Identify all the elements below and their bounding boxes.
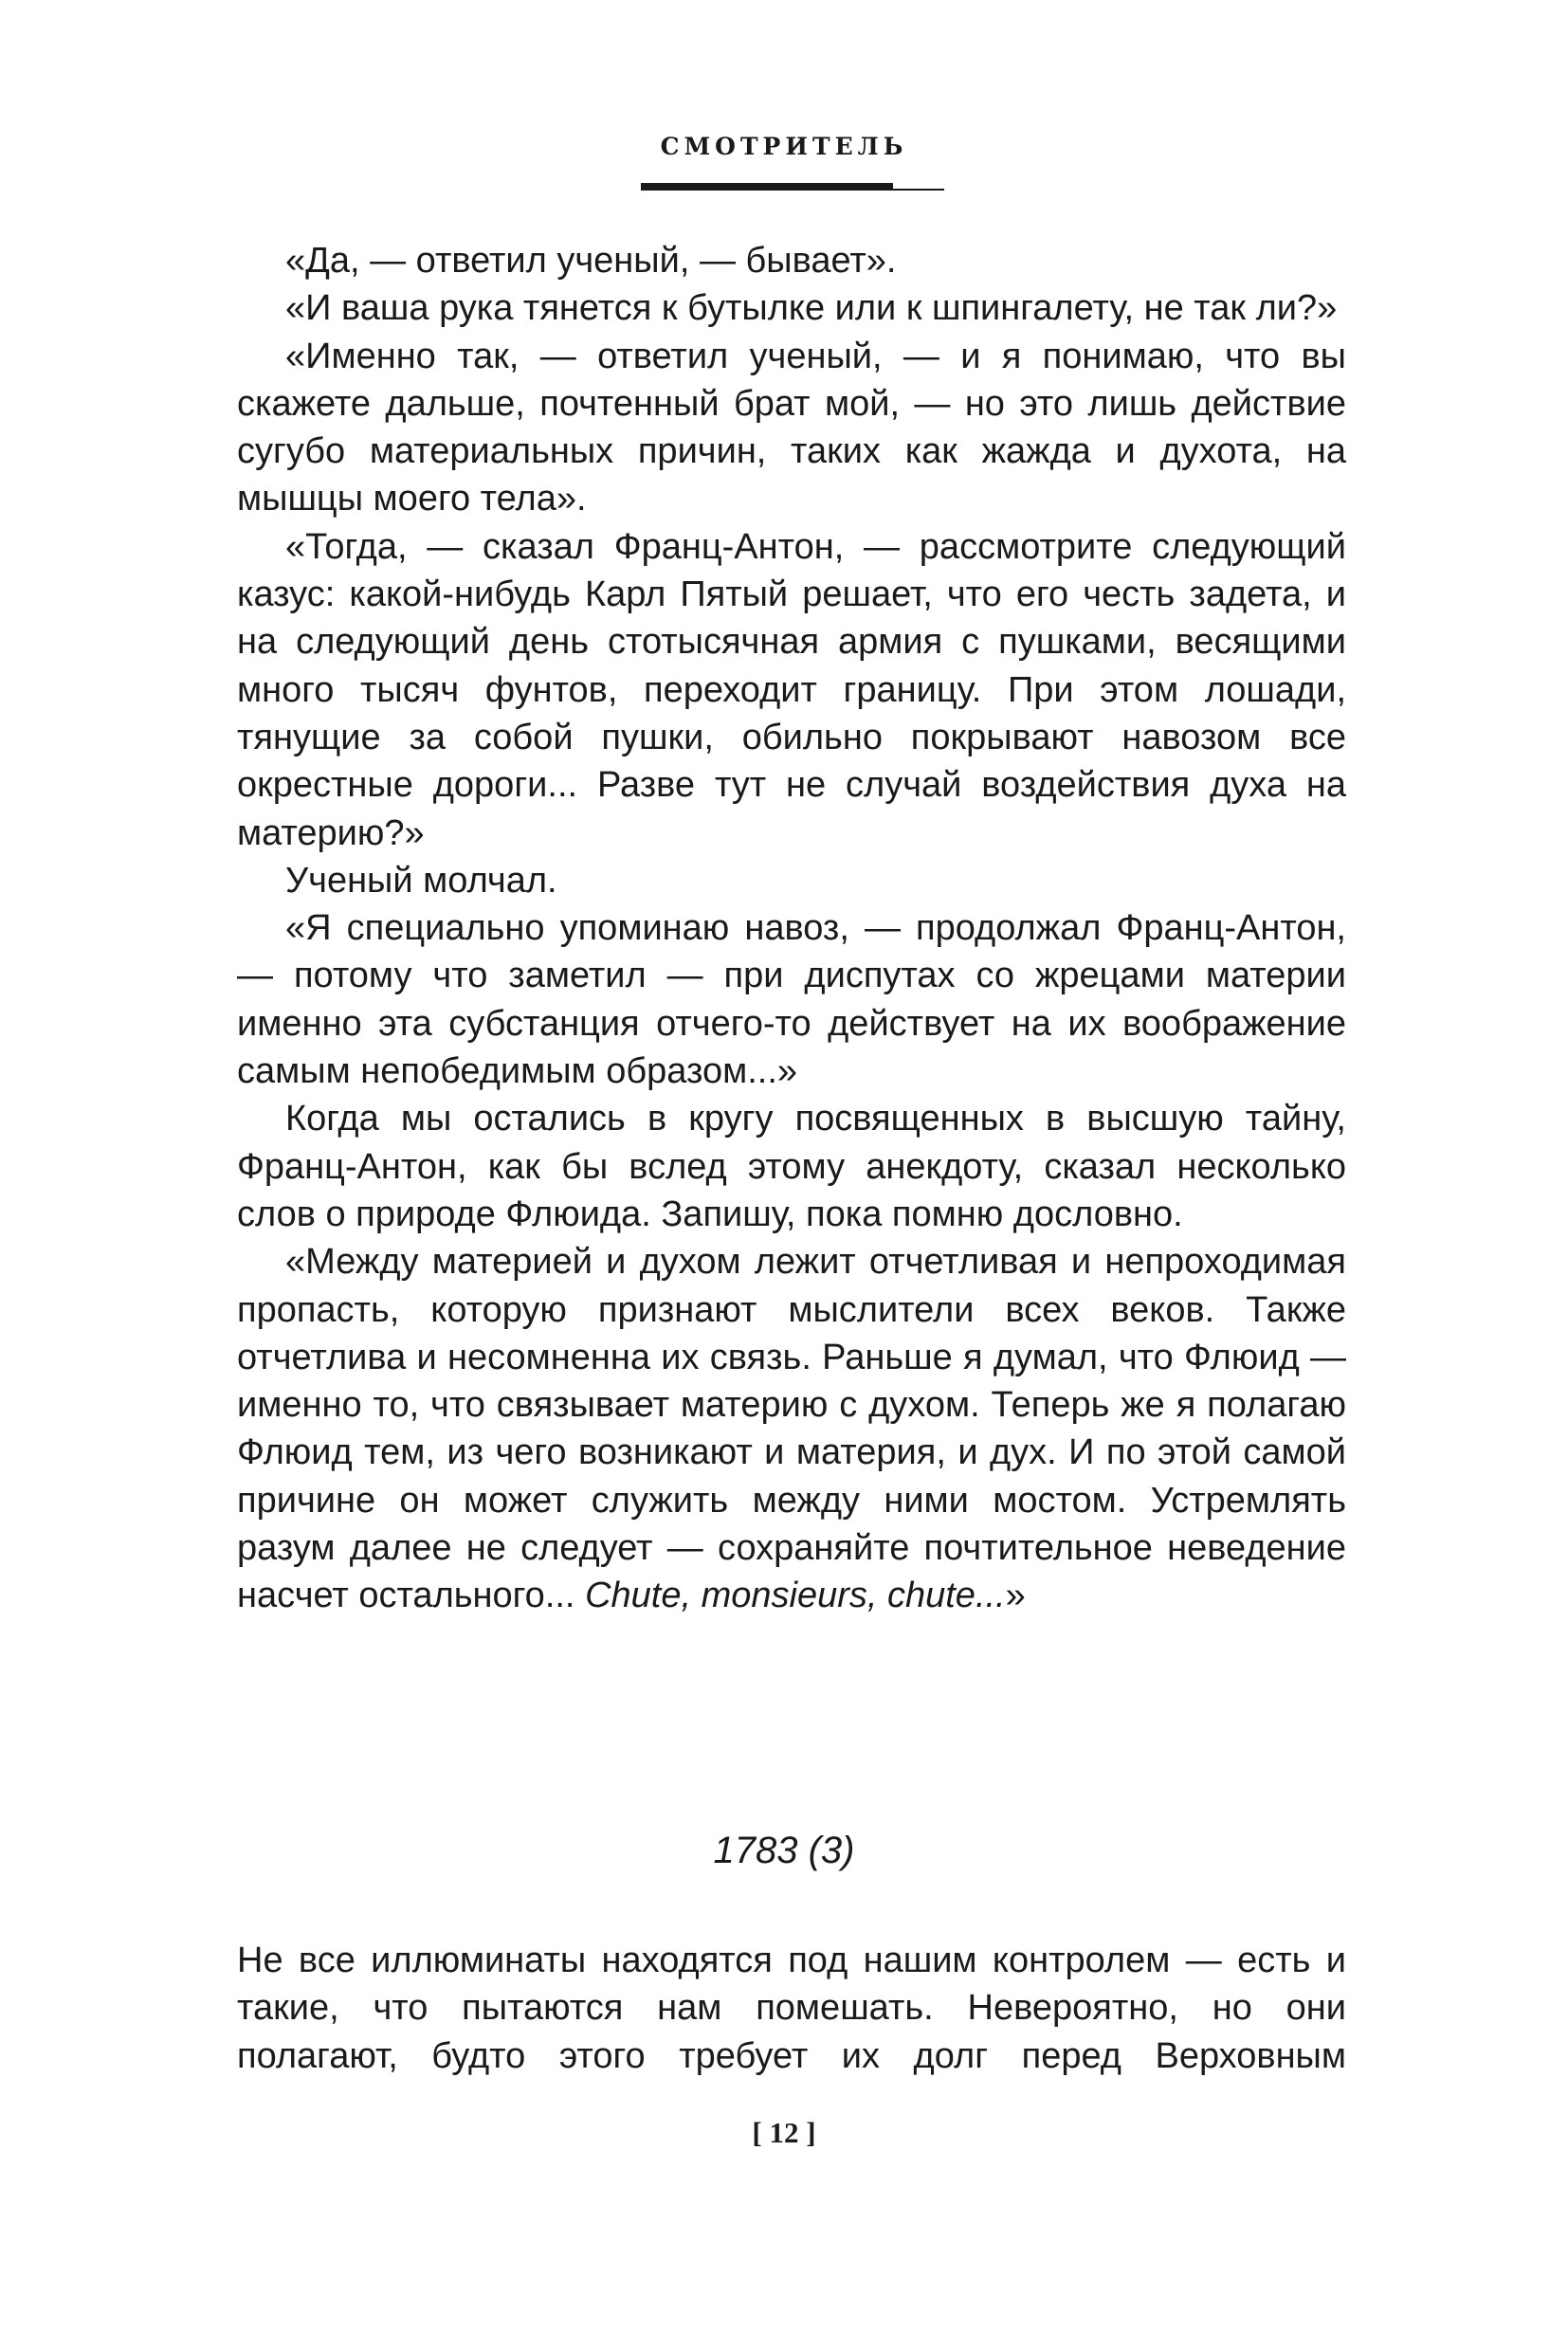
paragraph-text: «Между материей и духом лежит отчетливая и непроходимая пропасть, которую признают мыслители всех веков. Также отчетлива и несомненна их связь. Раньше я думал, что Флюид — именно то, что связывает материю с духом. Теперь же я полагаю Флюид тем, из чего возникают и материя, и дух. И по этой самой причине он может служить между ними мостом. Устремлять разум далее не следует — сохраняйте почтительное неведение насчет остального... bbox=[237, 1242, 1346, 1616]
running-head: СМОТРИТЕЛЬ bbox=[660, 133, 908, 160]
main-text bbox=[237, 237, 1346, 1620]
running-head-rule-thin bbox=[641, 189, 944, 191]
paragraph: Не все иллюминаты находятся под нашим контролем — есть и такие, что пытаются нам помешать. Невероятно, но они полагают, будто этого требует их долг перед Верховным bbox=[237, 1941, 1346, 2076]
closing-quote: » bbox=[1005, 1576, 1026, 1616]
section-text bbox=[237, 1937, 1346, 2080]
paragraph: «Да, — ответил ученый, — бывает». bbox=[285, 241, 897, 281]
paragraph: «Я специально упоминаю навоз, — продолжал Франц-Антон, — потому что заметил — при диспутах со жрецами материи именно эта субстанция отчего-то действует на их воображение самым непобедимым образом...» bbox=[237, 908, 1346, 1092]
paragraph: Ученый молчал. bbox=[285, 860, 557, 901]
paragraph bbox=[237, 1238, 1346, 1619]
paragraph: «Тогда, — сказал Франц-Антон, — рассмотрите следующий казус: какой-нибудь Карл Пятый решает, что его честь задета, и на следующий день стотысячная армия с пушками, весящими много тысяч фунтов, переходит границу. При этом лошади, тянущие за собой пушки, обильно покрывают навозом все окрестные дороги... Разве тут не случай воздействия духа на материю?» bbox=[237, 526, 1346, 853]
paragraph: Когда мы остались в кругу посвященных в высшую тайну, Франц-Антон, как бы вслед этому анекдоту, сказал несколько слов о природе Флюида. Запишу, пока помню дословно. bbox=[237, 1099, 1346, 1234]
page-number: [ 12 ] bbox=[752, 2116, 816, 2149]
paragraph: «И ваша рука тянется к бутылке или к шпингалету, не так ли?» bbox=[285, 288, 1338, 329]
section-title: 1783 (3) bbox=[713, 1830, 855, 1871]
paragraph: «Именно так, — ответил ученый, — и я понимаю, что вы скажете дальше, почтенный брат мой, — но это лишь действие сугубо материальных причин, таких как жажда и духота, на мышцы моего тела». bbox=[237, 336, 1346, 519]
french-phrase: Chute, monsieurs, chute... bbox=[585, 1576, 1006, 1616]
